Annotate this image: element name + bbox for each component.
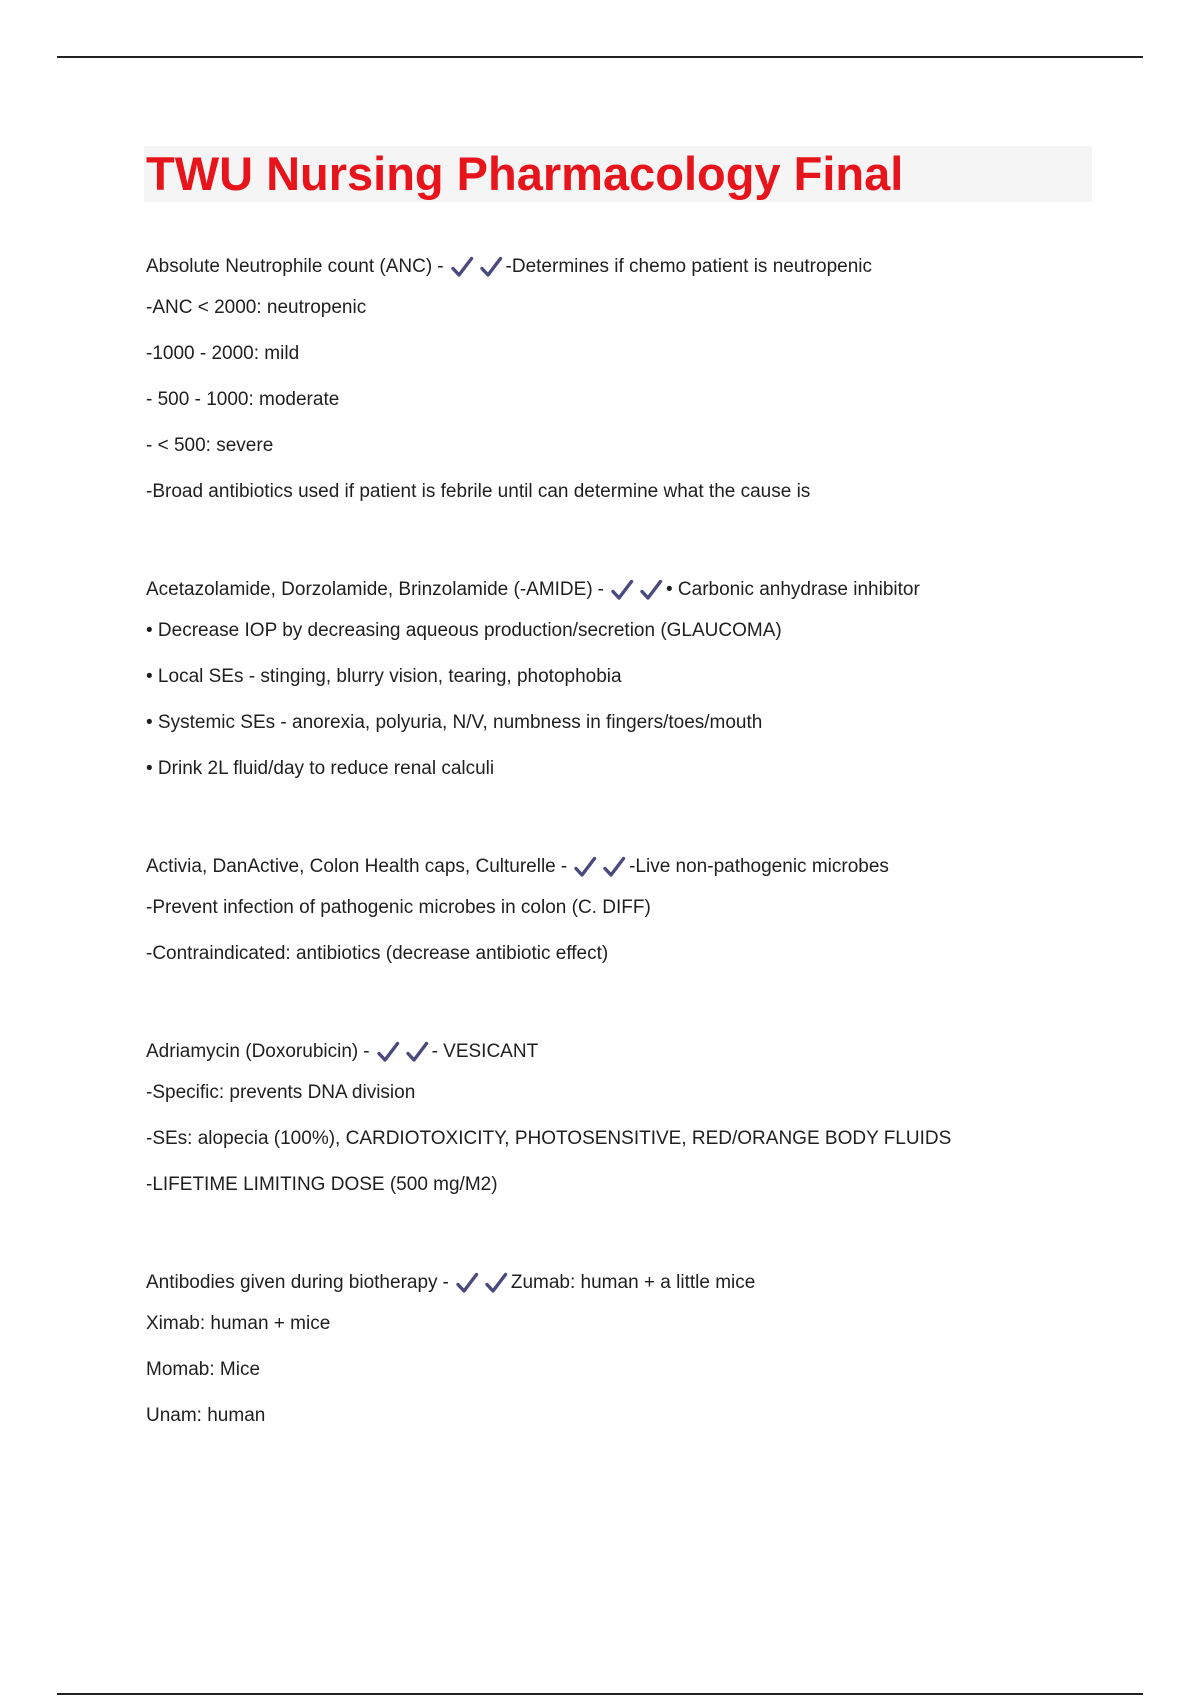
page-title: TWU Nursing Pharmacology Final	[146, 147, 904, 200]
flashcard-line: • Decrease IOP by decreasing aqueous production/secretion (GLAUCOMA)	[146, 620, 782, 641]
bottom-divider	[57, 1693, 1143, 1695]
double-check-marks	[573, 855, 626, 879]
flashcard-heading	[146, 844, 1146, 890]
flashcard-term: Antibodies given during biotherapy	[146, 1272, 438, 1293]
check-mark-icon	[573, 855, 597, 879]
double-check-marks	[450, 255, 503, 279]
check-mark-icon	[479, 255, 503, 279]
flashcard-definition: - VESICANT	[431, 1041, 539, 1062]
flashcard	[146, 244, 1146, 520]
flashcard-line: Ximab: human + mice	[146, 1313, 331, 1334]
flashcard	[146, 1260, 1146, 1444]
flashcard-line: Unam: human	[146, 1405, 266, 1426]
flashcard-line: -Specific: prevents DNA division	[146, 1082, 416, 1103]
flashcard-definition: -Determines if chemo patient is neutropenic	[505, 256, 872, 277]
flashcard	[146, 567, 1146, 797]
flashcard-definition: -Live non-pathogenic microbes	[629, 856, 889, 877]
check-mark-icon	[610, 578, 634, 602]
flashcard-line: - 500 - 1000: moderate	[146, 389, 340, 410]
flashcard-line: • Drink 2L fluid/day to reduce renal calculi	[146, 758, 495, 779]
check-mark-icon	[455, 1271, 479, 1295]
flashcard-heading	[146, 1260, 1146, 1306]
flashcard-separator: -	[597, 579, 604, 600]
flashcard-term: Absolute Neutrophile count (ANC)	[146, 256, 433, 277]
flashcard-term: Activia, DanActive, Colon Health caps, Culturelle	[146, 856, 556, 877]
check-mark-icon	[405, 1040, 429, 1064]
flashcard-list	[146, 244, 1146, 1491]
flashcard-line: • Systemic SEs - anorexia, polyuria, N/V, numbness in fingers/toes/mouth	[146, 712, 763, 733]
flashcard-line: -Contraindicated: antibiotics (decrease antibiotic effect)	[146, 943, 609, 964]
flashcard-heading	[146, 567, 1146, 613]
flashcard-separator: -	[363, 1041, 370, 1062]
double-check-marks	[610, 578, 663, 602]
check-mark-icon	[639, 578, 663, 602]
flashcard-separator: -	[560, 856, 568, 877]
flashcard-line: -1000 - 2000: mild	[146, 343, 300, 364]
double-check-marks	[455, 1271, 508, 1295]
flashcard-term: Adriamycin (Doxorubicin)	[146, 1041, 359, 1062]
flashcard-term: Acetazolamide, Dorzolamide, Brinzolamide (-AMIDE)	[146, 579, 593, 600]
flashcard-line: - < 500: severe	[146, 435, 274, 456]
flashcard-heading	[146, 244, 1146, 290]
flashcard	[146, 844, 1146, 982]
check-mark-icon	[602, 855, 626, 879]
flashcard-line: -ANC < 2000: neutropenic	[146, 297, 367, 318]
flashcard-line: -Broad antibiotics used if patient is febrile until can determine what the cause is	[146, 481, 811, 502]
check-mark-icon	[450, 255, 474, 279]
top-divider	[57, 56, 1143, 58]
flashcard-definition: • Carbonic anhydrase inhibitor	[665, 579, 920, 600]
flashcard-line: -Prevent infection of pathogenic microbes in colon (C. DIFF)	[146, 897, 651, 918]
flashcard-line: -SEs: alopecia (100%), CARDIOTOXICITY, PHOTOSENSITIVE, RED/ORANGE BODY FLUIDS	[146, 1128, 952, 1149]
flashcard-separator: -	[442, 1272, 449, 1293]
flashcard-line: -LIFETIME LIMITING DOSE (500 mg/M2)	[146, 1174, 498, 1195]
flashcard-separator: -	[437, 256, 444, 277]
flashcard-line: Momab: Mice	[146, 1359, 261, 1380]
flashcard-line: • Local SEs - stinging, blurry vision, tearing, photophobia	[146, 666, 622, 687]
check-mark-icon	[376, 1040, 400, 1064]
flashcard	[146, 1029, 1146, 1213]
double-check-marks	[376, 1040, 429, 1064]
check-mark-icon	[484, 1271, 508, 1295]
flashcard-definition: Zumab: human + a little mice	[510, 1272, 756, 1293]
flashcard-heading	[146, 1029, 1146, 1075]
